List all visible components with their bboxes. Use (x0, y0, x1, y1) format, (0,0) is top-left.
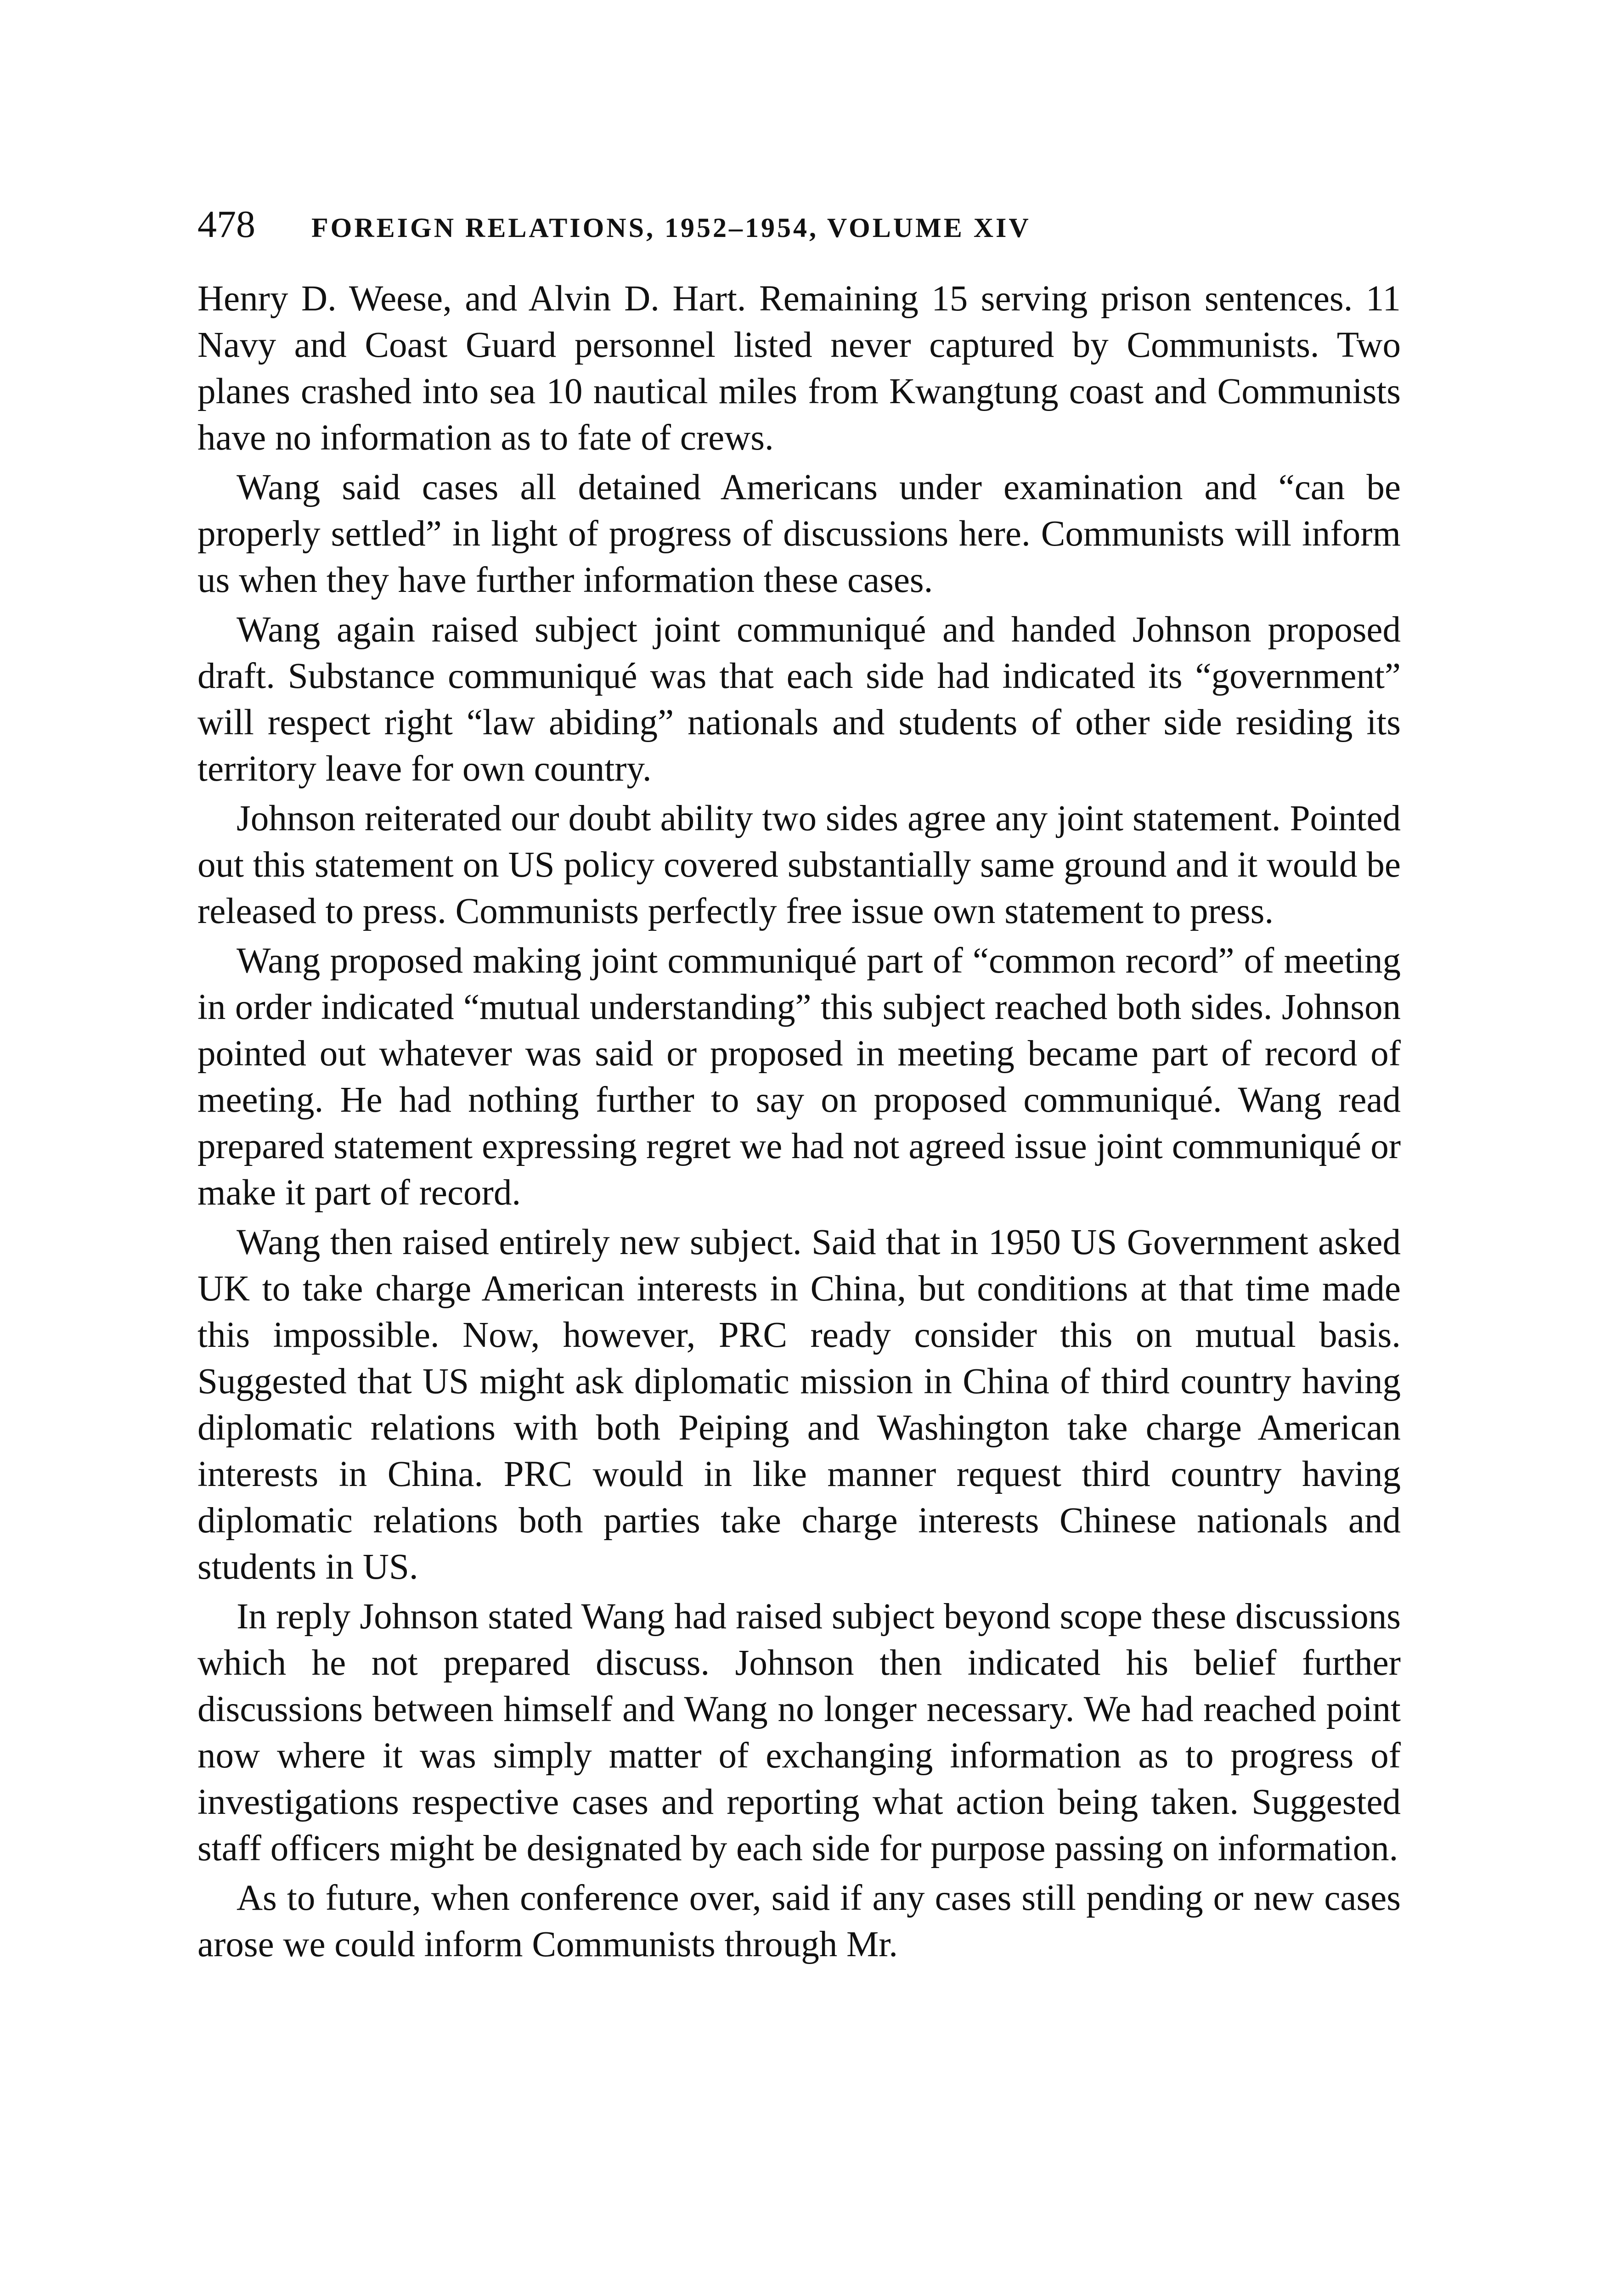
body-text (197, 276, 1401, 1971)
paragraph: Wang said cases all detained Americans under examination and “can be properly settled” in light of progress of discussions here. Communists will inform us when they have further information these cases. (197, 467, 1401, 600)
paragraph-continuation: Henry D. Weese, and Alvin D. Hart. Remaining 15 serving prison sentences. 11 Navy and Coast Guard personnel listed never captured by Communists. Two planes crashed into sea 10 nautical miles from Kwangtung coast and Communists have no information as to fate of crews. (197, 279, 1401, 458)
paragraph: Wang proposed making joint communiqué part of “common record” of meeting in order indicated “mutual understanding” this subject reached both sides. Johnson pointed out whatever was said or proposed in meeting became part of record of meeting. He had nothing further to say on proposed communiqué. Wang read prepared statement expressing regret we had not agreed issue joint communiqué or make it part of record. (197, 941, 1401, 1213)
paragraph: Wang again raised subject joint communiqué and handed Johnson proposed draft. Substance communiqué was that each side had indicated its “government” will respect right “law abiding” nationals and students of other side residing its territory leave for own country. (197, 610, 1401, 789)
page-number: 478 (197, 203, 255, 246)
paragraph: Johnson reiterated our doubt ability two sides agree any joint statement. Pointed out this statement on US policy covered substantially same ground and it would be released to press. Communists perfectly free issue own statement to press. (197, 799, 1401, 931)
paragraph: As to future, when conference over, said if any cases still pending or new cases arose we could inform Communists through Mr. (197, 1878, 1401, 1964)
paragraph: In reply Johnson stated Wang had raised subject beyond scope these discussions which he not prepared discuss. Johnson then indicated his belief further discussions between himself and Wang no longer necessary. We had reached point now where it was simply matter of exchanging information as to progress of investigations respective cases and reporting what action being taken. Suggested staff officers might be designated by each side for purpose passing on information. (197, 1597, 1401, 1868)
running-head (197, 202, 1401, 257)
running-head-title: FOREIGN RELATIONS, 1952–1954, VOLUME XIV (311, 213, 1031, 243)
paragraph: Wang then raised entirely new subject. Said that in 1950 US Government asked UK to take charge American interests in China, but conditions at that time made this impossible. Now, however, PRC ready consider this on mutual basis. Suggested that US might ask diplomatic mission in China of third country having diplomatic relations with both Peiping and Washington take charge American interests in China. PRC would in like manner request third country having diplomatic relations both parties take charge interests Chinese nationals and students in US. (197, 1222, 1401, 1587)
